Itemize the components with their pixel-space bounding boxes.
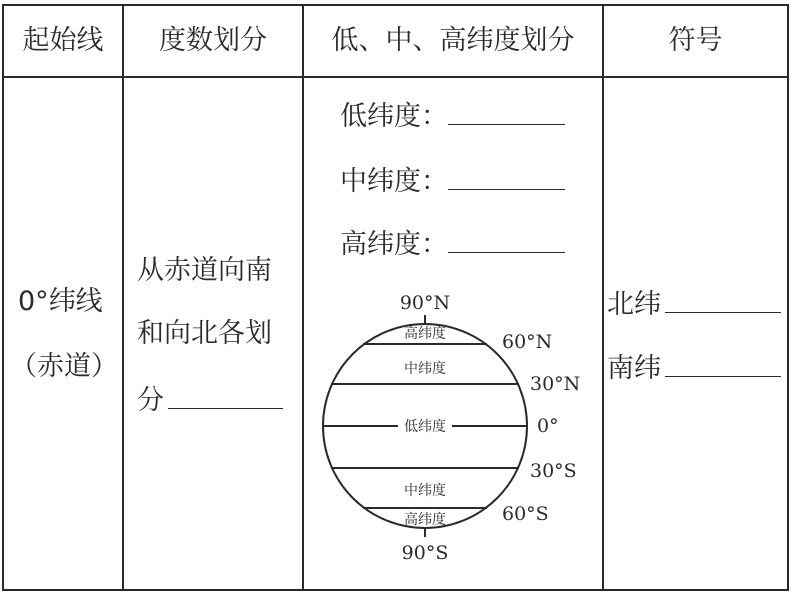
division-line-2: 和向北各划 bbox=[137, 318, 272, 349]
high-latitude-row bbox=[340, 226, 565, 262]
south-symbol-row bbox=[607, 350, 781, 386]
label-30n: 30°N bbox=[530, 373, 581, 395]
band-low: 低纬度 bbox=[404, 419, 446, 435]
band-mid-south: 中纬度 bbox=[404, 483, 446, 499]
mid-latitude-blank bbox=[448, 163, 565, 190]
header-degree-division: 度数划分 bbox=[159, 25, 267, 56]
division-blank bbox=[168, 382, 283, 409]
table-border-right bbox=[787, 4, 789, 591]
division-line-1: 从赤道向南 bbox=[137, 255, 272, 286]
header-divider bbox=[2, 76, 789, 78]
label-90n: 90°N bbox=[399, 292, 451, 314]
division-fill-label: 分 bbox=[137, 385, 164, 416]
south-latitude-blank bbox=[665, 350, 781, 377]
header-symbol: 符号 bbox=[668, 25, 723, 56]
high-latitude-label: 高纬度： bbox=[340, 229, 448, 260]
mid-latitude-row bbox=[340, 163, 565, 199]
label-30s: 30°S bbox=[530, 460, 577, 482]
north-latitude-blank bbox=[665, 286, 781, 313]
header-zone-division: 低、中、高纬度划分 bbox=[331, 25, 575, 56]
south-latitude-label: 南纬 bbox=[607, 353, 661, 384]
north-symbol-row bbox=[607, 286, 781, 322]
division-line-3 bbox=[137, 382, 283, 418]
label-90s: 90°S bbox=[401, 542, 449, 564]
label-60s: 60°S bbox=[502, 503, 549, 525]
origin-line-cell bbox=[18, 285, 103, 319]
table-border-left bbox=[2, 4, 4, 591]
north-latitude-label: 北纬 bbox=[607, 289, 661, 320]
band-mid-north: 中纬度 bbox=[404, 361, 446, 377]
low-latitude-row bbox=[340, 98, 565, 134]
mid-latitude-label: 中纬度： bbox=[340, 166, 448, 197]
latitude-line-word: 纬线 bbox=[48, 286, 103, 317]
label-0: 0° bbox=[537, 415, 559, 437]
band-high-south: 高纬度 bbox=[404, 512, 446, 528]
low-latitude-label: 低纬度： bbox=[340, 101, 448, 132]
table-border-bottom bbox=[2, 589, 789, 591]
low-latitude-blank bbox=[448, 98, 565, 125]
equator-degree: 0° bbox=[18, 286, 49, 317]
equator-alias: （赤道） bbox=[10, 351, 118, 382]
column-divider-1 bbox=[122, 4, 124, 591]
high-latitude-blank bbox=[448, 226, 565, 253]
band-high-north: 高纬度 bbox=[404, 326, 446, 342]
label-60n: 60°N bbox=[502, 331, 553, 353]
latitude-zone-diagram bbox=[300, 278, 600, 578]
header-origin-line: 起始线 bbox=[22, 25, 104, 56]
column-divider-3 bbox=[602, 4, 604, 591]
